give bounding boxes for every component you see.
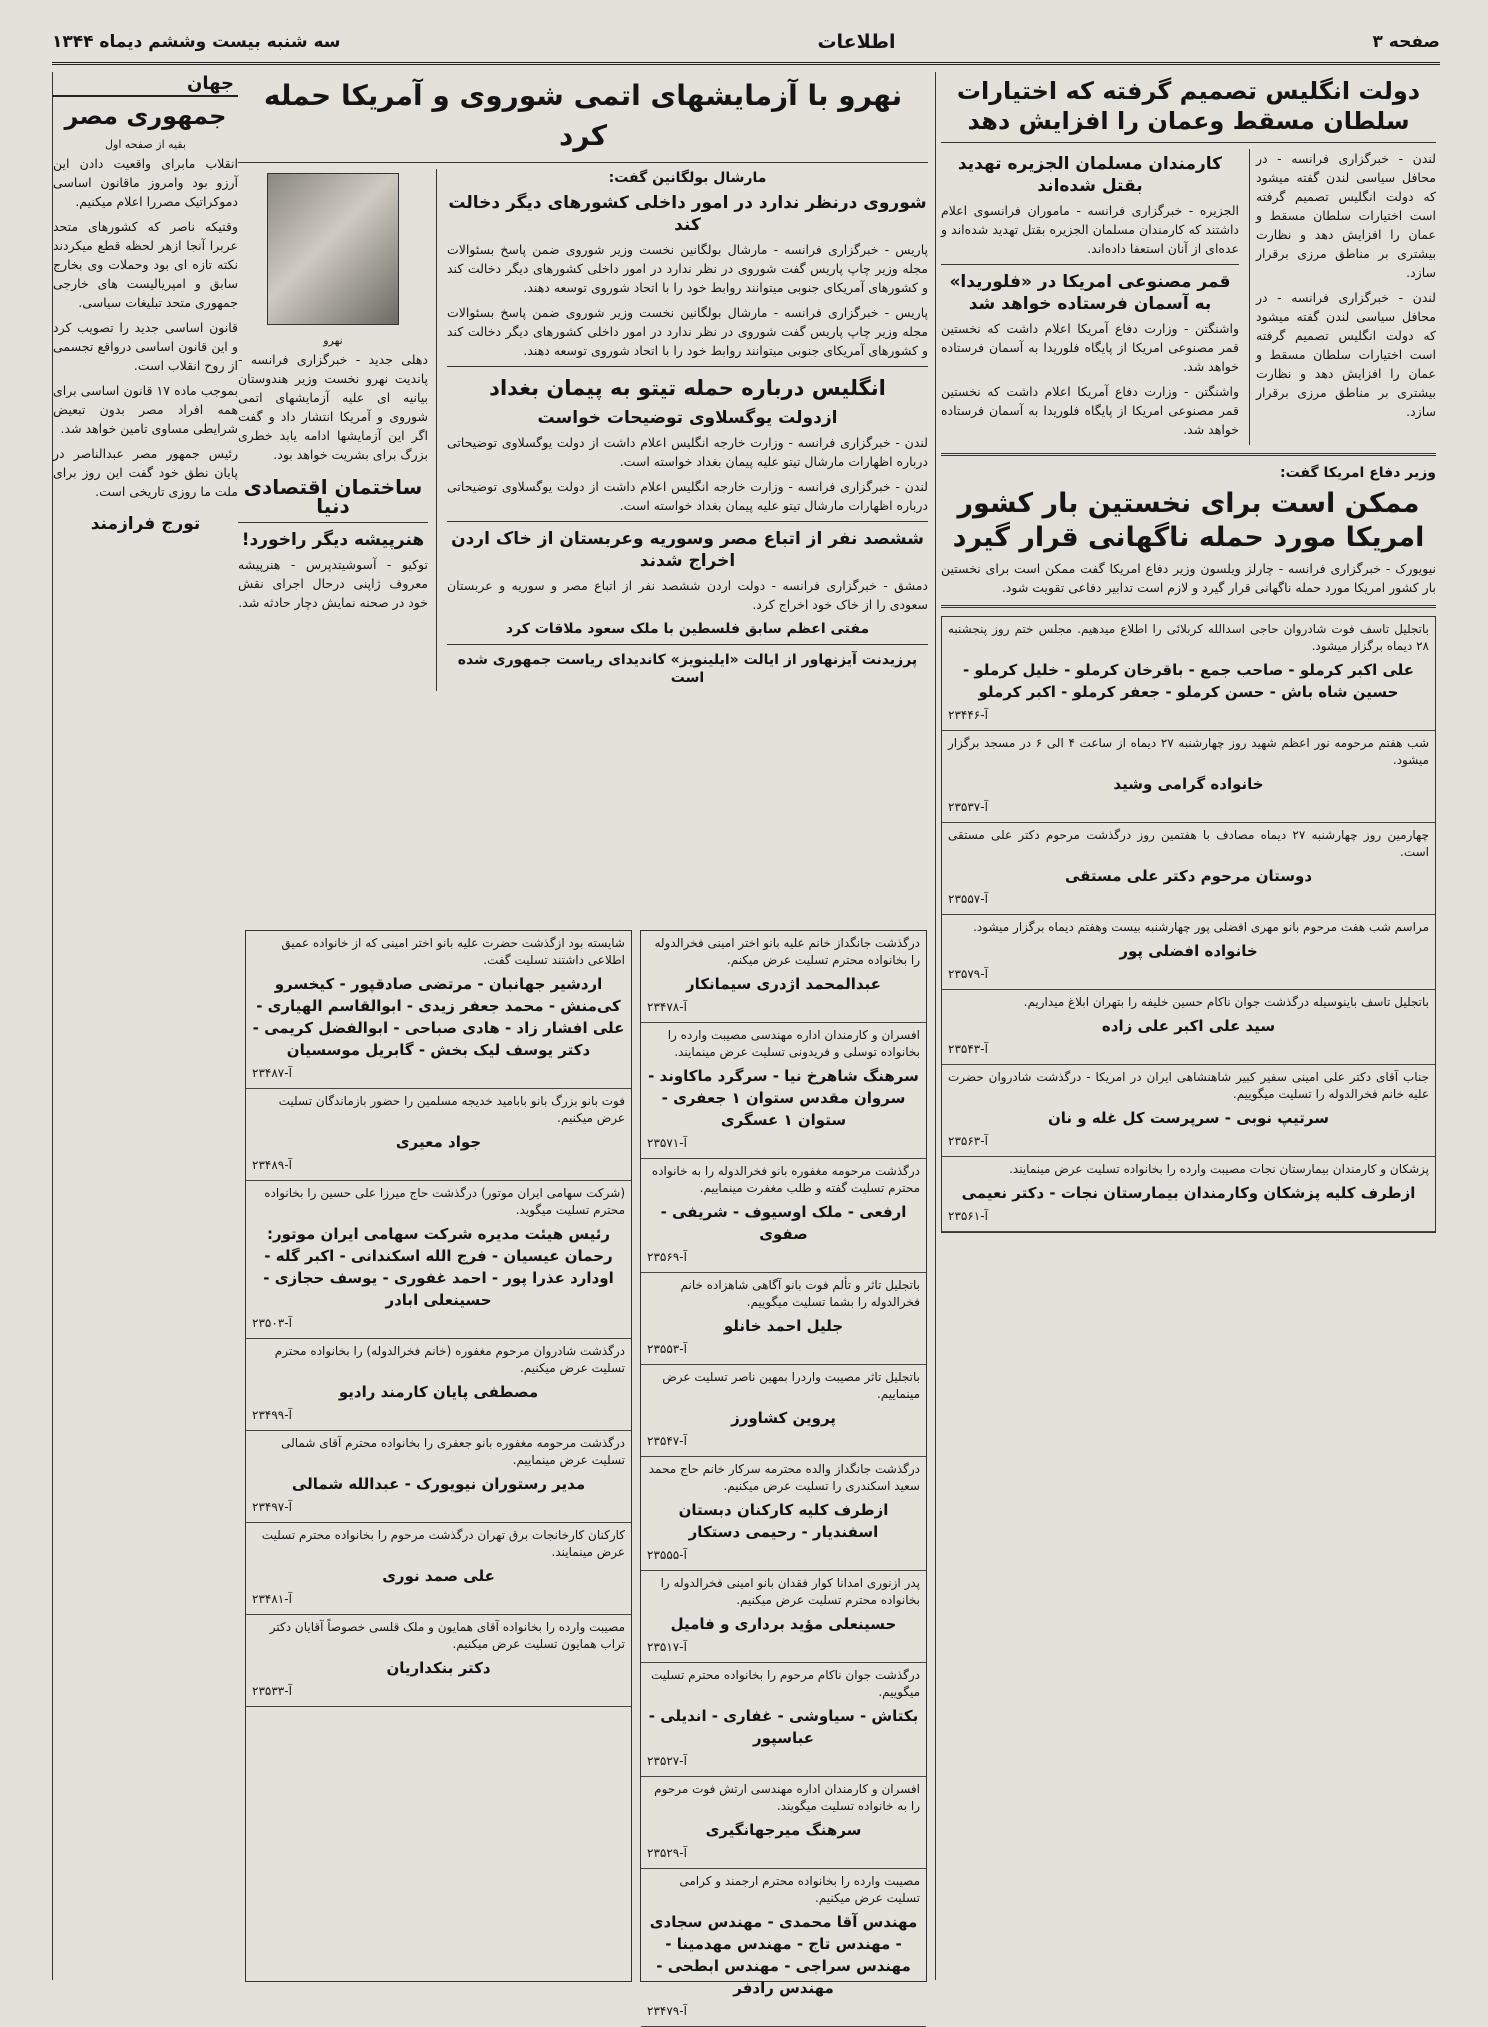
section-label: جهان	[53, 72, 238, 97]
notice: درگذشت شادروان مرحوم مغفوره (خانم فخرالدوله) را بخانواده محترم تسلیت عرض میکنیم. مصطفی پایان کارمند رادیو آ-۲۳۴۹۹	[246, 1339, 631, 1431]
notice-code: آ-۲۳۵۵۳	[647, 1342, 687, 1356]
issue-date: سه شنبه بیست وششم دیماه ۱۳۴۴	[52, 32, 341, 52]
uk-body: لندن - خبرگزاری فرانسه - وزارت خارجه انگلیس اعلام داشت از دولت یوگسلاوی توضیحاتی درباره اظهارات مارشال تیتو علیه پیمان بغداد خواسته است.	[447, 435, 928, 469]
oman-headline: دولت انگلیس تصمیم گرفته که اختیارات سلطان مسقط وعمان را افزایش دهد	[956, 77, 1421, 135]
notice: جناب آقای دکتر علی امینی سفیر کبیر شاهنشاهی ایران در امریکا - درگذشت شادروان حضرت علیه خانم فخرالدوله را تسلیت میگوییم. سرتیپ نوبی - سرپرست کل غله و نان آ-۲۳۵۶۳	[942, 1065, 1435, 1157]
notice: درگذشت مرحومه مغفوره بانو فخرالدوله را به خانواده محترم تسلیت گفته و طلب مغفرت مینماییم. ارفعی - ملک اوسیوف - شریفی - صفوی آ-۲۳۵۶۹	[641, 1159, 926, 1273]
notice-names: اردشیر جهانبان - مرتضی صادقپور - کیخسرو کی‌منش - محمد جعفر زیدی - ابوالقاسم الهیاری - علی افشار زاد - هادی صباحی - ابوالفضل کریمی - دکتر یوسف لیک بخش - گابریل موسسیان	[252, 975, 625, 1059]
notice-names: رئیس هیئت مدیره شرکت سهامی ایران موتور: رحمان عیسیان - فرج الله اسکندانی - اکبر گله - اودارد عذرا پور - احمد غفوری - یوسف حجازی - حسینعلی ابادر	[263, 1225, 614, 1309]
nehru-photo	[267, 173, 399, 325]
bulganin-body: پاریس - خبرگزاری فرانسه - مارشال بولگانین نخست وزیر شوروی ضمن پاسخ بسئوالات مجله وزیر چاپ پاریس گفت شوروی در نظر ندارد در امور داخلی کشورهای دیگر دخالت کند و کشورهای آمریکای جنوبی میتوانند روابط خود را با اتحاد شوروی توسعه دهند.	[447, 242, 928, 295]
author-signature: تورج فرازمند	[90, 514, 201, 534]
notice: چهارمین روز چهارشنبه ۲۷ دیماه مصادف با هفتمین روز درگذشت مرحوم دکتر علی مستقی است. دوستان مرحوم دکتر علی مستقی آ-۲۳۵۵۷	[942, 823, 1435, 915]
notice: درگذشت جوان ناکام مرحوم را بخانواده محترم تسلیت میگوییم. بکتاش - سیاوشی - غفاری - اندیلی - عباسپور آ-۲۳۵۲۷	[641, 1663, 926, 1777]
notice: افسران و کارمندان اداره مهندسی مصیبت وارده را بخانواده توسلی و فریدونی تسلیت عرض مینمایند. سرهنگ شاهرخ نیا - سرگرد ماکاوند - سروان مقدس ستوان ۱ جعفری - ستوان ۱ عسگری آ-۲۳۵۷۱	[641, 1023, 926, 1159]
notice: شب هفتم مرحومه نور اعظم شهید روز چهارشنبه ۲۷ دیماه از ساعت ۴ الی ۶ در مسجد برگزار میشود. خانواده گرامی وشید آ-۲۳۵۳۷	[942, 731, 1435, 823]
bulganin-headline: شوروی درنظر ندارد در امور داخلی کشورهای دیگر دخالت کند	[448, 193, 927, 235]
notice: پدر ازنوری امدانا کوار فقدان بانو امینی فخرالدوله را بخانواده محترم تسلیت عرض میکنیم. حسینعلی مؤید برداری و فامیل آ-۲۳۵۱۷	[641, 1571, 926, 1663]
notice-names: سرهنگ شاهرخ نیا - سرگرد ماکاوند - سروان مقدس ستوان ۱ جعفری - ستوان ۱ عسگری	[648, 1067, 919, 1129]
notice-code: آ-۲۳۵۴۷	[647, 1434, 687, 1448]
notice: (شرکت سهامی ایران موتور) درگذشت حاج میرزا علی حسین را بخانواده محترم تسلیت میگوید. رئیس هیئت مدیره شرکت سهامی ایران موتور: رحمان عیسیان - فرج الله اسکندانی - اکبر گله - اودارد عذرا پور - احمد غفوری - یوسف حجازی - حسینعلی ابادر آ-۲۳۵۰۳	[246, 1181, 631, 1339]
continued-note: بقیه از صفحه اول	[105, 138, 186, 151]
notice-names: سرهنگ میرجهانگیری	[705, 1821, 862, 1839]
notice-code: آ-۲۳۴۸۱	[252, 1592, 292, 1606]
uk-body-continued: لندن - خبرگزاری فرانسه - وزارت خارجه انگلیس اعلام داشت از دولت یوگسلاوی توضیحاتی درباره اظهارات مارشال تیتو علیه پیمان بغداد خواسته است.	[447, 479, 928, 513]
bulganin-body-continued: پاریس - خبرگزاری فرانسه - مارشال بولگانین نخست وزیر شوروی ضمن پاسخ بسئوالات مجله وزیر چاپ پاریس گفت شوروی در نظر ندارد در امور داخلی کشورهای دیگر دخالت کند و کشورهای آمریکای جنوبی میتوانند روابط خود را با اتحاد شوروی توسعه دهند.	[447, 305, 928, 358]
notice: افسران و کارمندان اداره مهندسی ارتش فوت مرحوم را به خانواده تسلیت میگویند. سرهنگ میرجهانگیری آ-۲۳۵۲۹	[641, 1777, 926, 1869]
masthead	[52, 22, 1440, 65]
notice-code: آ-۲۳۵۶۱	[948, 1209, 988, 1223]
notice-code: آ-۲۳۵۶۳	[948, 1134, 988, 1148]
uk-headline: انگلیس درباره حمله تیتو به پیمان بغداد	[489, 376, 886, 400]
notice: باتجلیل تاثر مصیبت واردرا بمهین ناصر تسلیت عرض مینماییم. پروین کشاورز آ-۲۳۵۴۷	[641, 1365, 926, 1457]
notice-names: ارفعی - ملک اوسیوف - شریفی - صفوی	[660, 1203, 907, 1243]
photo-caption: نهرو	[323, 334, 343, 347]
notice: باتجلیل تاثر و تألم فوت بانو آگاهی شاهزاده خانم فخرالدوله را بشما تسلیت میگوییم. جلیل احمد خانلو آ-۲۳۵۵۳	[641, 1273, 926, 1365]
illinois-headline: پرزیدنت آیزنهاور از ایالت «ایلینویز» کاندیدای ریاست جمهوری شده است	[457, 652, 918, 686]
notice-code: آ-۲۳۴۹۹	[252, 1408, 292, 1422]
notice-names: مصطفی پایان کارمند رادیو	[338, 1383, 539, 1401]
algeria-body: الجزیره - خبرگزاری فرانسه - ماموران فرانسوی اعلام داشتند که کارمندان مسلمان الجزیره بقتل تهدید شده‌اند و عده‌ای از آنان استعفا داده‌اند.	[941, 203, 1239, 256]
egypt-paragraph: قانون اساسی جدید را تصویب کرد و این قانون اساسی درواقع تجسمی از روح انقلاب است.	[53, 320, 238, 373]
world-column	[52, 72, 238, 1980]
notice-names: بکتاش - سیاوشی - غفاری - اندیلی - عباسپور	[648, 1707, 919, 1747]
notices-middle	[640, 930, 927, 2018]
notice-code: آ-۲۳۴۸۹	[252, 1158, 292, 1172]
notice: درگذشت مرحومه مغفوره بانو جعفری را بخانواده محترم آقای شمالی تسلیت عرض مینماییم. مدیر رستوران نیویورک - عبدالله شمالی آ-۲۳۴۹۷	[246, 1431, 631, 1523]
hungary-body: توکیو - آسوشیتدپرس - هنرپیشه معروف ژاپنی درحال اجرای نقش خود در صحنه نمایش دچار حادثه شد.	[238, 557, 428, 610]
notices-right	[941, 616, 1436, 1233]
notice-names: علی صمد نوری	[382, 1567, 495, 1585]
nehru-headline: نهرو با آزمایشهای اتمی شوروی و آمریکا حمله کرد	[263, 79, 903, 152]
notice-code: آ-۲۳۵۰۳	[252, 1316, 292, 1330]
notice-names: خانواده افضلی پور	[1119, 942, 1258, 960]
defense-body: نیویورک - خبرگزاری فرانسه - چارلز ویلسون وزیر دفاع امریکا گفت ممکن است برای نخستین بار کشور امریکا مورد حمله ناگهانی قرار گیرد و لازم است تدابیر دفاعی تقویت شود.	[941, 561, 1436, 595]
notice-code: آ-۲۳۵۲۷	[647, 1754, 687, 1768]
notice-names: خانواده گرامی وشید	[1113, 775, 1264, 793]
notice-code: آ-۲۳۴۸۷	[252, 1066, 292, 1080]
notice: باتجلیل تاسف فوت شادروان حاجی اسدالله کربلائی را اطلاع میدهیم. مجلس ختم روز پنجشنبه ۲۸ دیماه برگزار میشود. علی اکبر کرملو - صاحب جمع - باقرخان کرملو - خلیل کرملو - حسین شاه باش - حسن کرملو - جعفر کرملو - اکبر کرملو آ-۲۳۴۴۶	[942, 617, 1435, 731]
notice-code: آ-۲۳۵۵۵	[647, 1548, 687, 1562]
notice-names: عبدالمحمد اژدری سیمانکار	[686, 975, 881, 993]
notice-names: ازطرف کلیه کارکنان دبستان اسفندیار - رحیمی دستکار	[678, 1501, 889, 1541]
notice-code: آ-۲۳۴۷۹	[647, 2004, 687, 2018]
notice-code: آ-۲۳۵۶۹	[647, 1250, 687, 1264]
notice: پزشکان و کارمندان بیمارستان نجات مصیبت وارده را بخانواده تسلیت عرض مینمایند. ازطرف کلیه پزشکان وکارمندان بیمارستان نجات - دکتر نعیمی آ-۲۳۵۶۱	[942, 1157, 1435, 1232]
notice: کارکنان کارخانجات برق تهران درگذشت مرحوم را بخانواده محترم تسلیت عرض مینمایند. علی صمد نوری آ-۲۳۴۸۱	[246, 1523, 631, 1615]
notice: مصیبت وارده را بخانواده آقای همایون و ملک قلسی خصوصاً آقایان دکتر تراب همایون تسلیت عرض میکنیم. دکتر بنکداریان آ-۲۳۵۳۳	[246, 1615, 631, 1707]
moon-body-continued: واشنگتن - وزارت دفاع آمریکا اعلام داشت که نخستین قمر مصنوعی امریکا از پایگاه فلوریدا به آسمان فرستاده خواهد شد.	[941, 384, 1239, 437]
notice-code: آ-۲۳۵۴۳	[948, 1042, 988, 1056]
egypt-paragraph: بموجب ماده ۱۷ قانون اساسی برای همه افراد مصر بدون تبعیض شرایطی مساوی تامین خواهد شد.	[53, 383, 239, 436]
notice: درگذشت جانگداز خانم علیه بانو اختر امینی فخرالدوله را بخانواده محترم تسلیت عرض میکنم. عبدالمحمد اژدری سیمانکار آ-۲۳۴۷۸	[641, 931, 926, 1023]
notice-code: آ-۲۳۵۱۷	[647, 1640, 687, 1654]
uk-subheadline: ازدولت یوگسلاوی توضیحات خواست	[537, 408, 838, 428]
egypt-paragraph: انقلاب مابرای واقعیت دادن این آرزو بود وامروز ماقانون اساسی دموکراتیک مصررا اعلام میکنیم.	[53, 156, 238, 209]
notice-code: آ-۲۳۴۷۸	[647, 1000, 687, 1014]
egypt-paragraph: وقتیکه ناصر که کشورهای متحد عربرا آنجا ازهر لحظه قطع میکردند نکته تازه ای بود وحملات وی بخارج سابق و امپریالیست های خارجی جمهوری متحد تبلیغات سیاسی.	[53, 219, 238, 310]
notice-names: ازطرف کلیه پزشکان وکارمندان بیمارستان نجات - دکتر نعیمی	[961, 1184, 1416, 1202]
nehru-report: دهلی جدید - خبرگزاری فرانسه - پاندیت نهرو نخست وزیر هندوستان بیانیه ای علیه آزمایشهای اتمی شوروی و آمریکا انتشار داد و گفت اگر این آزمایشها ادامه یابد خطری بزرگ برای بشریت خواهد بود.	[238, 352, 428, 462]
notice: مراسم شب هفت مرحوم بانو مهری افضلی پور چهارشنبه بیست وهفتم دیماه برگزار میشود. خانواده افضلی پور آ-۲۳۵۷۹	[942, 915, 1435, 990]
notice-code: آ-۲۳۵۷۱	[647, 1136, 687, 1150]
oman-body-continued: لندن - خبرگزاری فرانسه - در محافل سیاسی لندن گفته میشود که دولت انگلیس تصمیم گرفته است اختیارات سلطان مسقط و عمان را افزایش دهد و نظارت بیشتری بر مناطق مرزی برقرار سازد.	[1256, 290, 1436, 419]
notice: فوت بانو بزرگ بانو بابامید خدیجه مسلمین را حضور بازماندگان تسلیت عرض میکنیم. جواد معیری آ-۲۳۴۸۹	[246, 1089, 631, 1181]
notice-names: سرتیپ نوبی - سرپرست کل غله و نان	[1048, 1109, 1329, 1127]
defense-label: وزیر دفاع امریکا گفت:	[1280, 465, 1436, 481]
notice-code: آ-۲۳۴۹۷	[252, 1500, 292, 1514]
syria-headline: ششصد نفر از اتباع مصر وسوریه وعربستان از خاک اردن اخراج شدند	[451, 529, 924, 571]
notice-names: پروین کشاورز	[731, 1409, 836, 1427]
notice-names: دکتر بنکداریان	[386, 1659, 491, 1677]
notice: مصیبت وارده را بخانواده محترم ارجمند و کرامی تسلیت عرض میکنیم. مهندس آقا محمدی - مهندس سجادی - مهندس تاج - مهندس مهدمینا - مهندس سراجی - مهندس ابطحی - مهندس رادفر آ-۲۳۴۷۹	[641, 1869, 926, 2027]
notice-names: مدیر رستوران نیویورک - عبدالله شمالی	[291, 1475, 586, 1493]
hungary-headline: هنرپیشه دیگر راخورد!	[241, 530, 425, 550]
syria-body: دمشق - خبرگزاری فرانسه - دولت اردن ششصد نفر از اتباع مصر و سوریه و عربستان سعودی را از خاک خود اخراج کرد.	[447, 578, 928, 612]
bulganin-label: مارشال بولگانین گفت:	[608, 170, 767, 186]
page-number: صفحه ۳	[1372, 32, 1440, 52]
notice-names: جواد معیری	[395, 1133, 482, 1151]
notice-code: آ-۲۳۵۲۹	[647, 1846, 687, 1860]
news-column-right	[941, 72, 1436, 1980]
notice: شایسته بود ازگذشت حضرت علیه بانو اختر امینی که از خانواده عمیق اطلاعی داشتند تسلیت گفت. اردشیر جهانبان - مرتضی صادقپور - کیخسرو کی‌منش - محمد جعفر زیدی - ابوالقاسم الهیاری - علی افشار زاد - هادی صباحی - ابوالفضل کریمی - دکتر یوسف لیک بخش - گابریل موسسیان آ-۲۳۴۸۷	[246, 931, 631, 1089]
newspaper-name: اطلاعات	[817, 31, 896, 53]
defense-headline: ممکن است برای نخستین بار کشور امریکا مورد حمله ناگهانی قرار گیرد	[952, 488, 1425, 553]
mufti-headline: مفتی اعظم سابق فلسطین با ملک سعود ملاقات کرد	[505, 621, 870, 637]
notices-left	[245, 930, 632, 1982]
oman-body: لندن - خبرگزاری فرانسه - در محافل سیاسی لندن گفته میشود که دولت انگلیس تصمیم گرفته است اختیارات سلطان مسقط و عمان را افزایش دهد و نظارت بیشتری بر مناطق مرزی برقرار سازد.	[1256, 151, 1436, 280]
article-byline: ساختمان اقتصادی دنیا	[243, 475, 423, 518]
notice-names: سید علی اکبر علی زاده	[1101, 1017, 1276, 1035]
algeria-headline: کارمندان مسلمان الجزیره تهدید بقتل شده‌اند	[957, 154, 1223, 196]
notice-names: حسینعلی مؤید برداری و فامیل	[670, 1615, 897, 1633]
column-rule	[935, 72, 936, 1980]
egypt-paragraph: رئیس جمهور مصر عبدالناصر در پایان نطق خود گفت این روز برای ملت ما روزی تاریخی است.	[53, 446, 238, 499]
notice: باتجلیل تاسف باینوسیله درگذشت جوان ناکام حسین خلیفه را بتهران ابلاغ میداریم. سید علی اکبر علی زاده آ-۲۳۵۴۳	[942, 990, 1435, 1065]
moon-body: واشنگتن - وزارت دفاع آمریکا اعلام داشت که نخستین قمر مصنوعی امریکا از پایگاه فلوریدا به آسمان فرستاده خواهد شد.	[941, 321, 1239, 374]
notice-code: آ-۲۳۵۷۹	[948, 967, 988, 981]
notice-names: مهندس آقا محمدی - مهندس سجادی - مهندس تاج - مهندس مهدمینا - مهندس سراجی - مهندس ابطحی - مهندس رادفر	[649, 1913, 918, 1997]
notice-code: آ-۲۳۵۳۷	[948, 800, 988, 814]
moon-headline: قمر مصنوعی امریکا در «فلوریدا» به آسمان فرستاده خواهد شد	[949, 272, 1231, 314]
notice-code: آ-۲۳۴۴۶	[948, 708, 988, 722]
notice-names: دوستان مرحوم دکتر علی مستقی	[1064, 867, 1313, 885]
notice: درگذشت جانگداز والده محترمه سرکار خانم حاج محمد سعید اسکندری را تسلیت عرض میکنیم. ازطرف کلیه کارکنان دبستان اسفندیار - رحیمی دستکار آ-۲۳۵۵۵	[641, 1457, 926, 1571]
egypt-headline: جمهوری مصر	[64, 102, 227, 130]
notice-code: آ-۲۳۵۵۷	[948, 892, 988, 906]
notice-names: علی اکبر کرملو - صاحب جمع - باقرخان کرملو - خلیل کرملو - حسین شاه باش - حسن کرملو - جعفر کرملو - اکبر کرملو	[962, 661, 1415, 701]
notice-names: جلیل احمد خانلو	[723, 1317, 844, 1335]
notice-code: آ-۲۳۵۳۳	[252, 1684, 292, 1698]
